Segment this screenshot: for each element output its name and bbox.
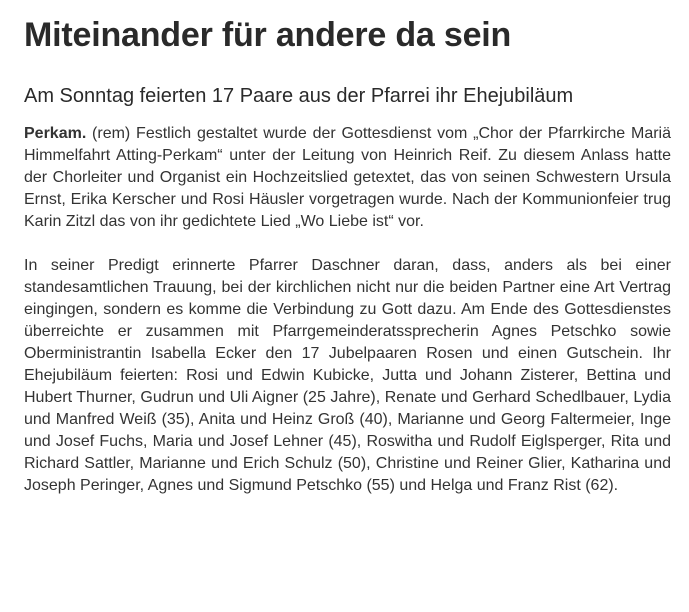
subheadline: Am Sonntag feierten 17 Paare aus der Pfarrei ihr Ehejubiläum xyxy=(24,85,574,107)
paragraph-1-text: (rem) Festlich gestaltet wurde der Gottesdienst vom „Chor der Pfarrkirche Mariä Himmelfahrt Atting-Perkam“ unter der Leitung von Heinrich Reif. Zu diesem Anlass hatte der Chorleiter und Organist ein Hochzeitslied getextet, das von seinen Schwestern Ursula Ernst, Erika Kerscher und Rosi Häusler vorgetragen wurde. Nach der Kommunionfeier trug Karin Zitzl das von ihr gedichtete Lied „Wo Liebe ist“ vor. xyxy=(24,125,671,230)
article xyxy=(24,0,671,497)
headline: Miteinander für andere da sein xyxy=(24,16,512,54)
dateline: Perkam. xyxy=(24,125,87,142)
paragraph-1 xyxy=(24,123,671,233)
paragraph-2: In seiner Predigt erinnerte Pfarrer Daschner daran, dass, anders als bei einer standesamtlichen Trauung, bei der kirchlichen nicht nur die beiden Partner eine Art Vertrag eingingen, sondern es komme die Verbindung zu Gott dazu. Am Ende des Gottesdienstes überreichte er zusammen mit Pfarrgemeinderatssprecherin Agnes Petschko sowie Oberministrantin Isabella Ecker den 17 Jubelpaaren Rosen und einen Gutschein. Ihr Ehejubiläum feierten: Rosi und Edwin Kubicke, Jutta und Johann Zisterer, Bettina und Hubert Thurner, Gudrun und Uli Aigner (25 Jahre), Renate und Gerhard Schedlbauer, Lydia und Manfred Weiß (35), Anita und Heinz Groß (40), Marianne und Georg Faltermeier, Inge und Josef Fuchs, Maria und Josef Lehner (45), Roswitha und Rudolf Eiglsperger, Rita und Richard Sattler, Marianne und Erich Schulz (50), Christine und Reiner Glier, Katharina und Joseph Peringer, Agnes und Sigmund Petschko (55) und Helga und Franz Rist (62). xyxy=(24,257,671,494)
